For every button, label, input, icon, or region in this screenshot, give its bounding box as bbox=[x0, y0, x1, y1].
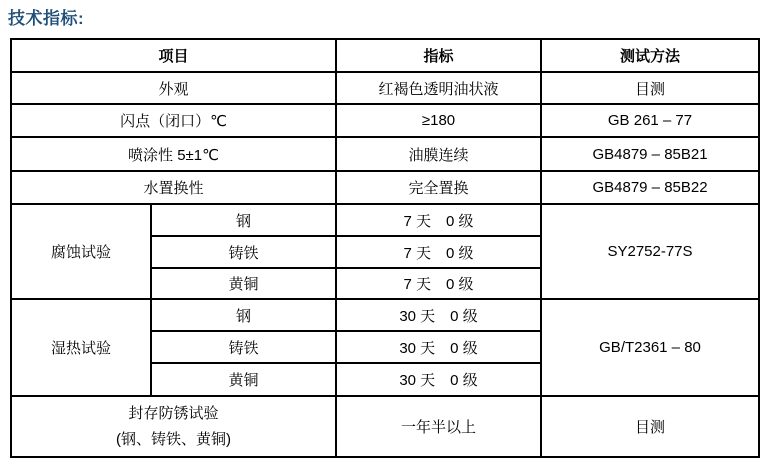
method-cell: 目测 bbox=[541, 72, 759, 104]
table-row bbox=[11, 204, 759, 236]
spec-table bbox=[10, 38, 760, 458]
group-cell: 湿热试验 bbox=[11, 299, 151, 396]
table-row bbox=[11, 171, 759, 204]
item-cell-line1: 封存防锈试验 bbox=[128, 404, 219, 422]
material-cell: 钢 bbox=[151, 299, 336, 331]
value-cell: 7 天 0 级 bbox=[336, 268, 541, 299]
method-cell: GB/T2361 – 80 bbox=[541, 299, 759, 396]
table-header-row bbox=[11, 39, 759, 72]
table-row bbox=[11, 299, 759, 331]
method-cell: GB4879 – 85B22 bbox=[541, 171, 759, 204]
table-row bbox=[11, 396, 759, 457]
method-cell: SY2752-77S bbox=[541, 204, 759, 299]
value-cell: 红褐色透明油状液 bbox=[336, 72, 541, 104]
value-cell: ≥180 bbox=[336, 104, 541, 137]
table-row bbox=[11, 72, 759, 104]
value-cell: 30 天 0 级 bbox=[336, 331, 541, 363]
header-cell-value: 指标 bbox=[336, 39, 541, 72]
material-cell: 铸铁 bbox=[151, 236, 336, 268]
header-cell-item: 项目 bbox=[11, 39, 336, 72]
item-cell: 外观 bbox=[11, 72, 336, 104]
material-cell: 黄铜 bbox=[151, 268, 336, 299]
value-cell: 30 天 0 级 bbox=[336, 363, 541, 396]
method-cell: GB4879 – 85B21 bbox=[541, 137, 759, 171]
value-cell: 完全置换 bbox=[336, 171, 541, 204]
material-cell: 铸铁 bbox=[151, 331, 336, 363]
value-cell: 7 天 0 级 bbox=[336, 204, 541, 236]
value-cell: 一年半以上 bbox=[336, 396, 541, 457]
value-cell: 30 天 0 级 bbox=[336, 299, 541, 331]
table-row bbox=[11, 137, 759, 171]
item-cell: 喷涂性 5±1℃ bbox=[11, 137, 336, 171]
method-cell: GB 261 – 77 bbox=[541, 104, 759, 137]
header-cell-method: 测试方法 bbox=[541, 39, 759, 72]
material-cell: 钢 bbox=[151, 204, 336, 236]
table-row bbox=[11, 104, 759, 137]
value-cell: 油膜连续 bbox=[336, 137, 541, 171]
item-cell-line2: (钢、铸铁、黄铜) bbox=[116, 430, 231, 448]
item-cell bbox=[11, 396, 336, 457]
material-cell: 黄铜 bbox=[151, 363, 336, 396]
item-cell: 闪点（闭口）℃ bbox=[11, 104, 336, 137]
value-cell: 7 天 0 级 bbox=[336, 236, 541, 268]
page-title: 技术指标: bbox=[8, 9, 85, 28]
method-cell: 目测 bbox=[541, 396, 759, 457]
group-cell: 腐蚀试验 bbox=[11, 204, 151, 299]
item-cell: 水置换性 bbox=[11, 171, 336, 204]
